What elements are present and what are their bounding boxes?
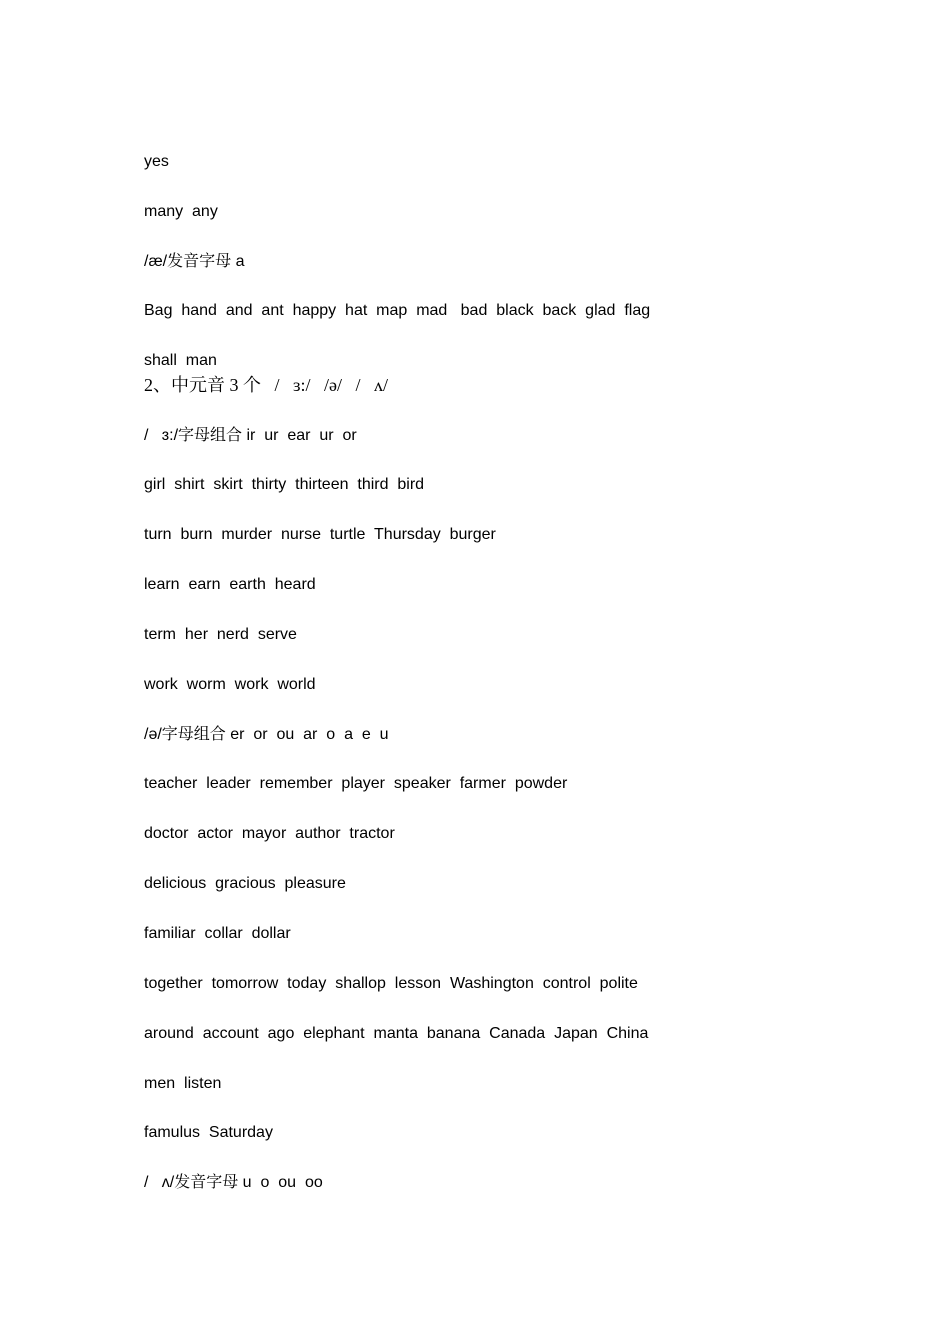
word-line-e-words: men listen (144, 1075, 222, 1092)
word-line-yes: yes (144, 153, 169, 170)
word-line-ou-words: delicious gracious pleasure (144, 875, 346, 892)
word-line-shall-man: shall man (144, 352, 217, 369)
word-line-u-words: famulus Saturday (144, 1124, 273, 1141)
word-line-ar-words: familiar collar dollar (144, 925, 291, 942)
word-line-many-any: many any (144, 203, 218, 220)
phoneme-ae-heading: /æ/发音字母 a (144, 253, 245, 270)
phoneme-caret-heading: / ʌ/发音字母 u o ou oo (144, 1174, 323, 1191)
word-line-or-words: work worm work world (144, 676, 316, 693)
word-line-ur-words: turn burn murder nurse turtle Thursday burger (144, 526, 496, 543)
section-heading-central-vowels: 2、中元音 3 个 / ɜ:/ /ə/ / ʌ/ (144, 375, 389, 395)
word-line-ae-words: Bag hand and ant happy hat map mad bad black back glad flag (144, 302, 651, 319)
word-line-o-words: together tomorrow today shallop lesson Washington control polite (144, 975, 638, 992)
word-line-ir-words: girl shirt skirt thirty thirteen third bird (144, 476, 425, 493)
phoneme-schwa-heading: /ə/字母组合 er or ou ar o a e u (144, 726, 389, 743)
word-line-ear-words: learn earn earth heard (144, 576, 316, 593)
word-line-or-suffix-words: doctor actor mayor author tractor (144, 825, 395, 842)
word-line-er-suffix-words: teacher leader remember player speaker farmer powder (144, 775, 568, 792)
word-line-er-words: term her nerd serve (144, 626, 297, 643)
word-line-a-words: around account ago elephant manta banana Canada Japan China (144, 1025, 649, 1042)
phoneme-er-long-heading: / ɜ:/字母组合 ir ur ear ur or (144, 427, 357, 444)
